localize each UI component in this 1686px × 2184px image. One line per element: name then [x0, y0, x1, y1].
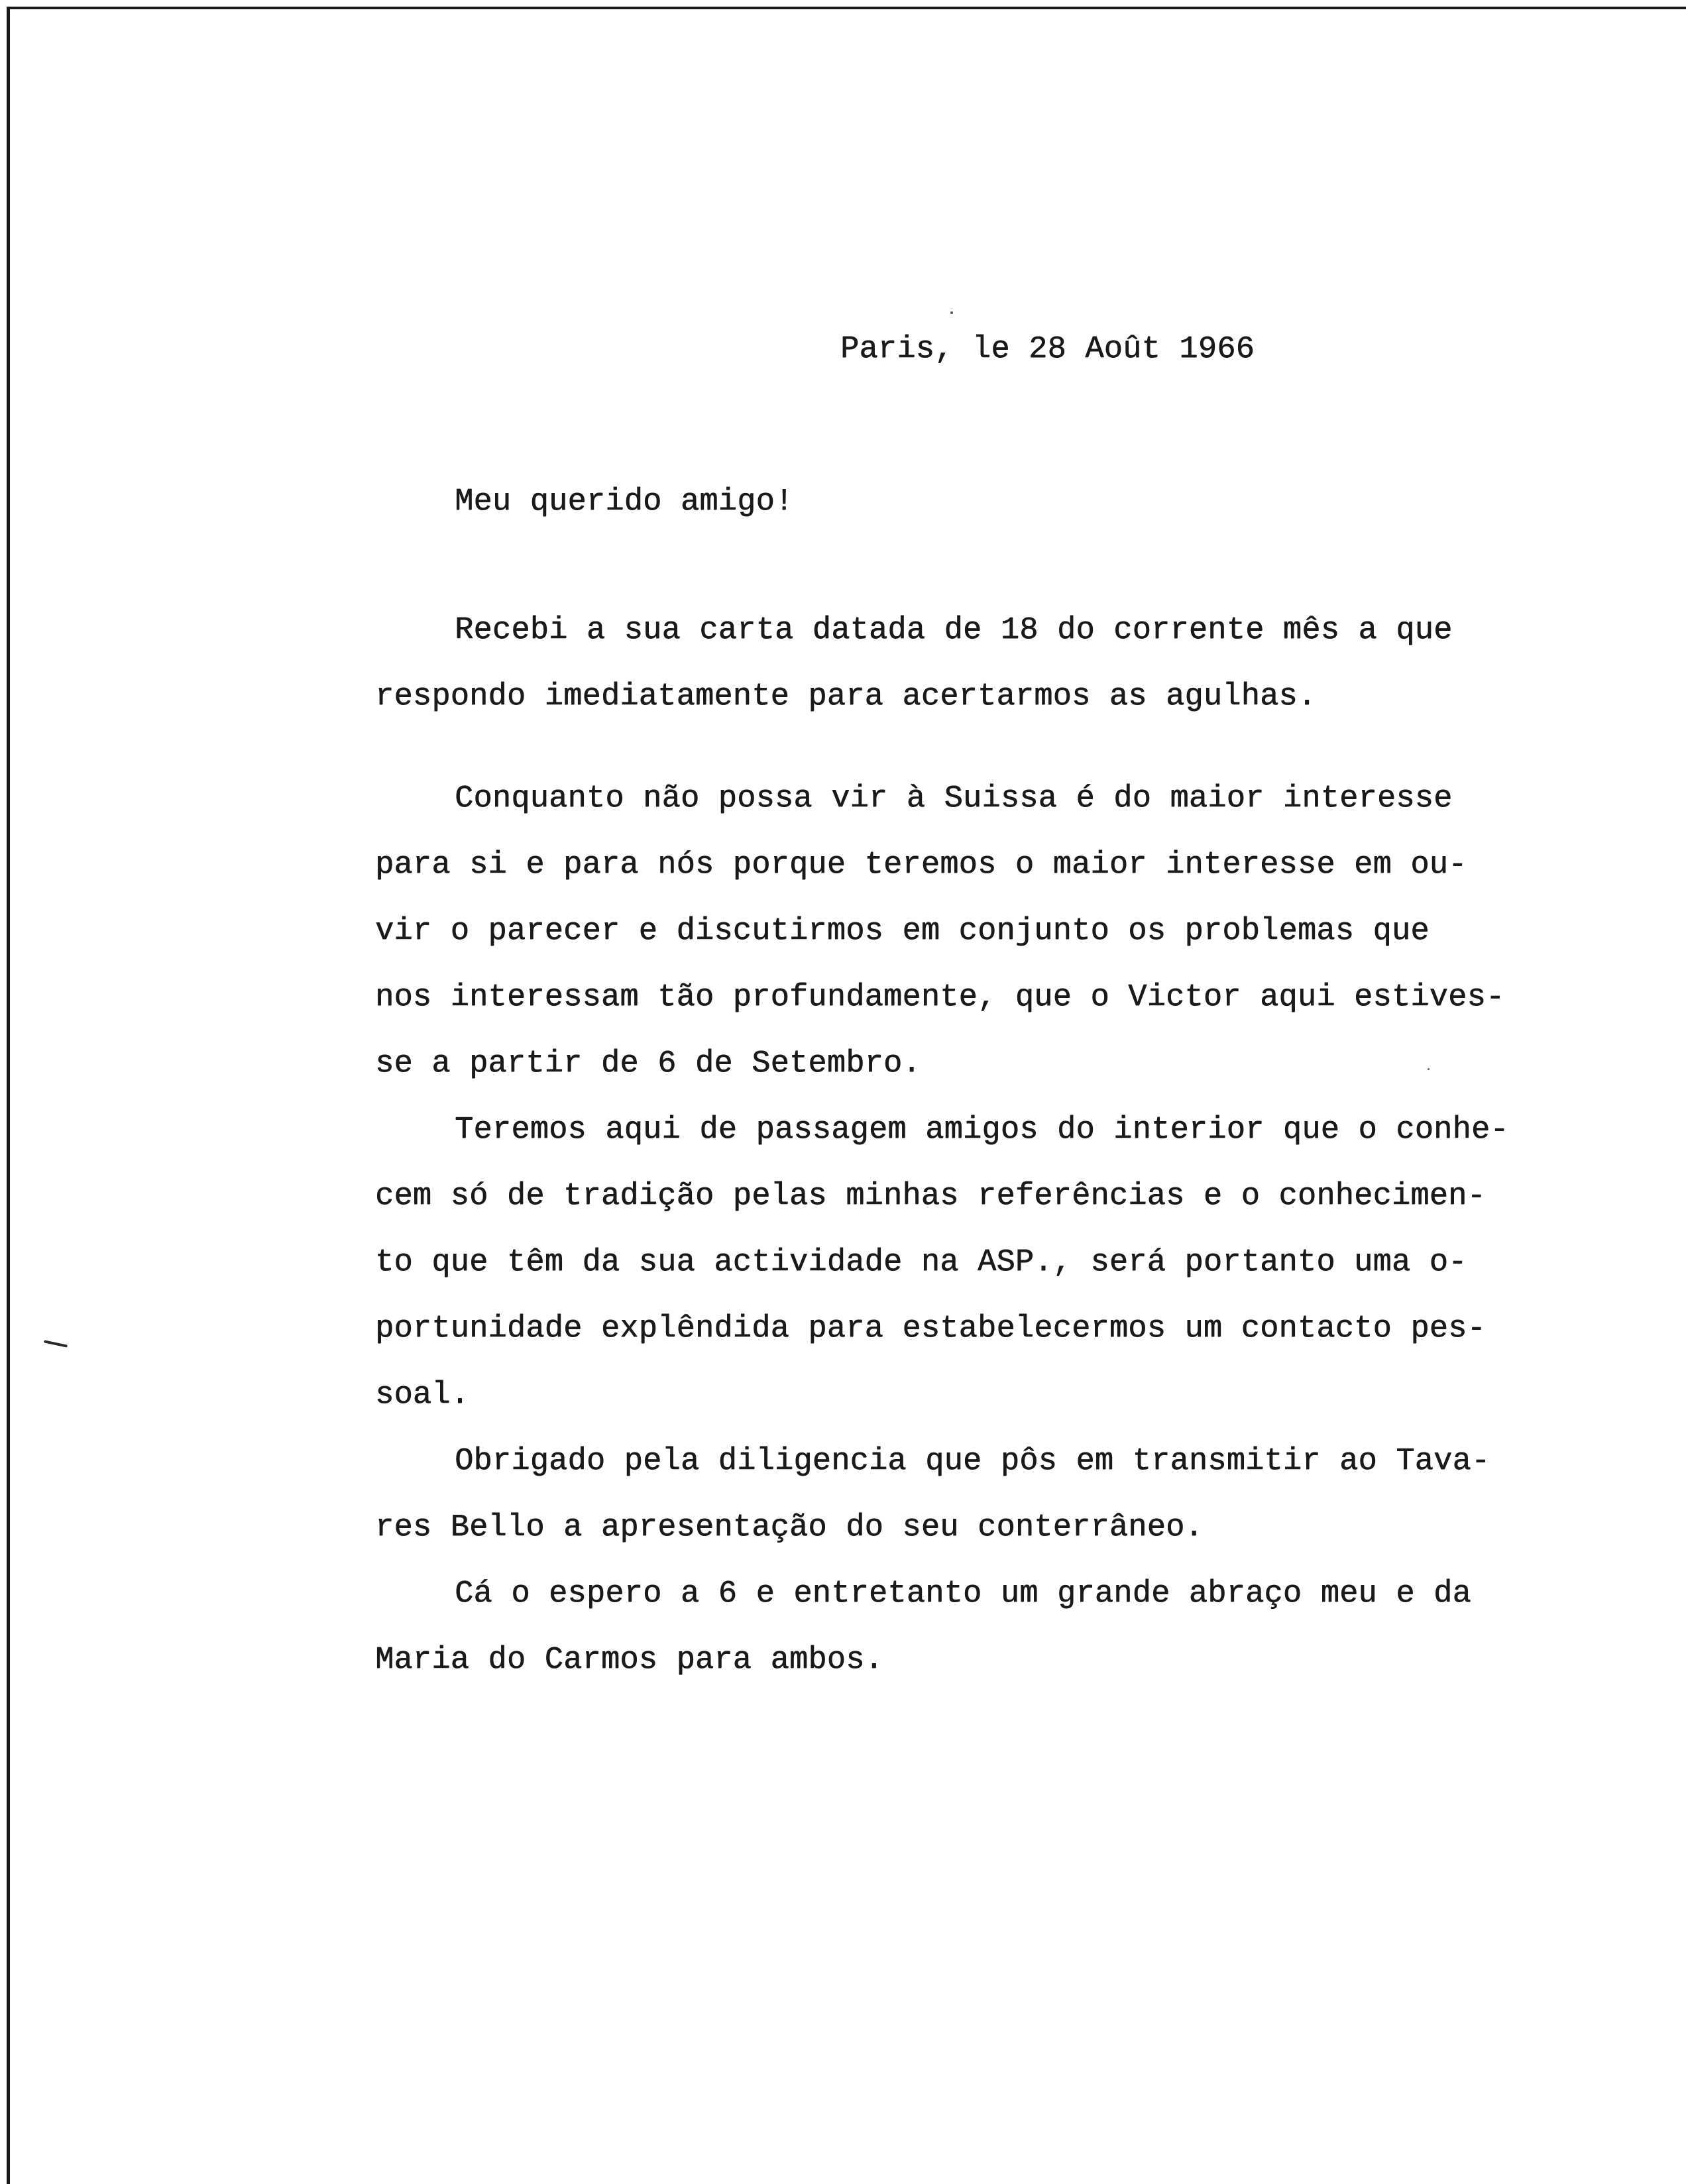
- body-line: Obrigado pela diligencia que pôs em transmitir ao Tava-: [455, 1444, 1490, 1479]
- ink-speck: [950, 311, 953, 314]
- body-line: portunidade explêndida para estabelecermos um contacto pes-: [375, 1311, 1486, 1346]
- body-line: to que têm da sua actividade na ASP., será portanto uma o-: [375, 1245, 1467, 1280]
- scan-edge-left: [7, 7, 10, 2184]
- body-line: res Bello a apresentação do seu conterrâneo.: [375, 1510, 1204, 1545]
- body-line: nos interessam tão profundamente, que o Victor aqui estives-: [375, 980, 1505, 1015]
- salutation: Meu querido amigo!: [455, 484, 794, 519]
- body-line: Cá o espero a 6 e entretanto um grande abraço meu e da: [455, 1576, 1471, 1611]
- scan-edge-top: [9, 7, 1686, 9]
- body-line: respondo imediatamente para acertarmos as agulhas.: [375, 679, 1317, 714]
- body-line: soal.: [375, 1378, 470, 1413]
- body-line: Recebi a sua carta datada de 18 do corrente mês a que: [455, 613, 1453, 648]
- body-line: para si e para nós porque teremos o maior interesse em ou-: [375, 847, 1467, 883]
- scan-mark: [44, 1340, 68, 1347]
- body-line: Teremos aqui de passagem amigos do interior que o conhe-: [455, 1113, 1509, 1148]
- body-line: se a partir de 6 de Setembro.: [375, 1046, 921, 1081]
- body-line: vir o parecer e discutirmos em conjunto os problemas que: [375, 914, 1430, 949]
- ink-speck: [1428, 1068, 1430, 1070]
- body-line: cem só de tradição pelas minhas referências e o conhecimen-: [375, 1179, 1486, 1214]
- body-line: Maria do Carmos para ambos.: [375, 1643, 883, 1678]
- body-line: Conquanto não possa vir à Suissa é do maior interesse: [455, 781, 1453, 816]
- dateline: Paris, le 28 Août 1966: [840, 332, 1255, 367]
